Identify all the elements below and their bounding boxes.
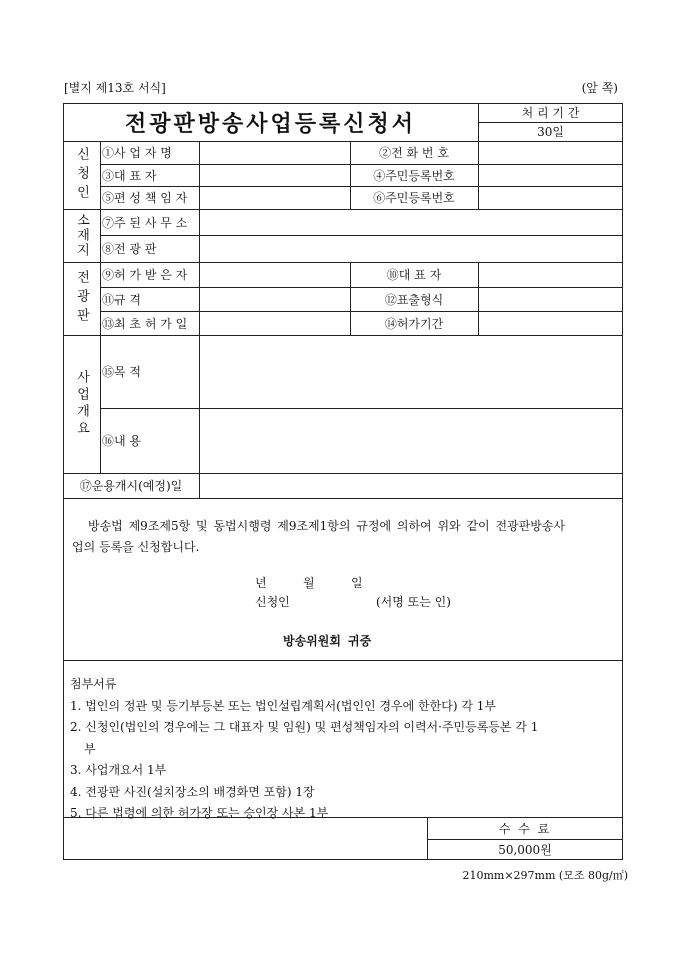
board-rep-field[interactable] — [479, 263, 622, 287]
attachment-item: 3. 사업개요서 1부 — [70, 763, 167, 777]
attachments-title: 첨부서류 — [70, 677, 117, 691]
declaration-line-2: 업의 등록을 신청합니다. — [72, 540, 200, 554]
business-group-label — [63, 335, 100, 473]
start-date-field[interactable] — [200, 474, 622, 498]
spec-field[interactable] — [200, 288, 350, 311]
applicant-sign-label: 신청인 — [255, 595, 290, 609]
program-manager-field[interactable] — [200, 187, 350, 209]
board-location-label: ⑧전 광 판 — [102, 242, 157, 256]
program-manager-label: ⑤편 성 책 임 자 — [102, 191, 188, 205]
form-number: [별지 제13호 서식] — [64, 81, 166, 95]
group-text: 사업개요 — [74, 370, 89, 438]
content-label: ⑯내 용 — [102, 434, 141, 448]
processing-period-value: 30일 — [537, 125, 564, 139]
page-side: (앞 쪽) — [581, 81, 618, 95]
location-group-label — [63, 209, 100, 262]
licensee-label: ⑨허 가 받 은 자 — [102, 268, 188, 282]
board-rep-label: ⑩대 표 자 — [386, 268, 442, 282]
business-name-field[interactable] — [200, 142, 350, 164]
attachment-item: 1. 법인의 정관 및 등기부등본 또는 법인설립계획서(법인인 경우에 한한다) 각 1부 — [70, 698, 496, 713]
phone-field[interactable] — [479, 142, 622, 164]
attachments-section — [70, 674, 538, 825]
representative-field[interactable] — [200, 165, 350, 186]
group-text: 전광판 — [74, 270, 89, 327]
declaration-line-1: 방송법 제9조제5항 및 동법시행령 제9조제1항의 규정에 의하여 위와 같이 전광판방송사 — [88, 519, 566, 533]
recipient: 방송위원회 — [283, 634, 341, 648]
rrn-field-1[interactable] — [479, 165, 622, 186]
honorific: 귀중 — [348, 634, 372, 648]
main-office-field[interactable] — [200, 210, 622, 235]
first-license-date-label: ⑬최 초 허 가 일 — [102, 316, 188, 331]
license-period-field[interactable] — [479, 312, 622, 335]
purpose-label: ⑮목 적 — [102, 365, 141, 379]
phone-label: ②전 화 번 호 — [379, 146, 449, 160]
rrn-field-2[interactable] — [479, 187, 622, 209]
display-format-label: ⑫표출형식 — [384, 292, 444, 307]
spec-label: ⑪규 격 — [102, 292, 141, 307]
date-year: 년 — [255, 576, 267, 590]
processing-period-label: 처 리 기 간 — [521, 106, 580, 120]
fee-value: 50,000원 — [498, 843, 552, 857]
business-name-label: ①사 업 자 명 — [102, 146, 172, 160]
content-field[interactable] — [200, 409, 622, 473]
main-office-label: ⑦주 된 사 무 소 — [102, 215, 188, 230]
group-text: 소재지 — [74, 213, 89, 258]
date-month: 월 — [303, 576, 315, 590]
rrn-label-2: ⑥주민등록번호 — [373, 191, 455, 205]
rrn-label-1: ④주민등록번호 — [373, 168, 455, 183]
form-title: 전광판방송사업등록신청서 — [124, 110, 417, 137]
paper-spec: 210mm×297mm (모조 80g/㎡) — [462, 869, 628, 882]
licensee-field[interactable] — [200, 263, 350, 287]
start-date-label: ⑰운용개시(예정)일 — [79, 479, 183, 493]
display-format-field[interactable] — [479, 288, 622, 311]
attachment-item: 5. 다른 법령에 의한 허가장 또는 승인장 사본 1부 — [70, 806, 329, 820]
attachment-item: 4. 전광판 사진(설치장소의 배경화면 포함) 1장 — [70, 784, 315, 799]
board-group-label — [63, 262, 100, 335]
group-text: 신청인 — [74, 146, 89, 204]
date-day: 일 — [351, 576, 363, 590]
attachment-item: 2. 신청인(법인의 경우에는 그 대표자 및 임원) 및 편성책임자의 이력서·주민등록등본 각 1 — [70, 720, 539, 734]
purpose-field[interactable] — [200, 336, 622, 408]
board-location-field[interactable] — [200, 236, 622, 262]
license-period-label: ⑭허가기간 — [384, 316, 444, 331]
attachment-item: 부 — [84, 741, 96, 756]
first-license-date-field[interactable] — [200, 312, 350, 335]
signature-field[interactable]: (서명 또는 인) — [376, 595, 451, 609]
representative-label: ③대 표 자 — [102, 168, 157, 183]
fee-label: 수 수 료 — [498, 821, 552, 836]
applicant-group-label — [63, 141, 100, 209]
